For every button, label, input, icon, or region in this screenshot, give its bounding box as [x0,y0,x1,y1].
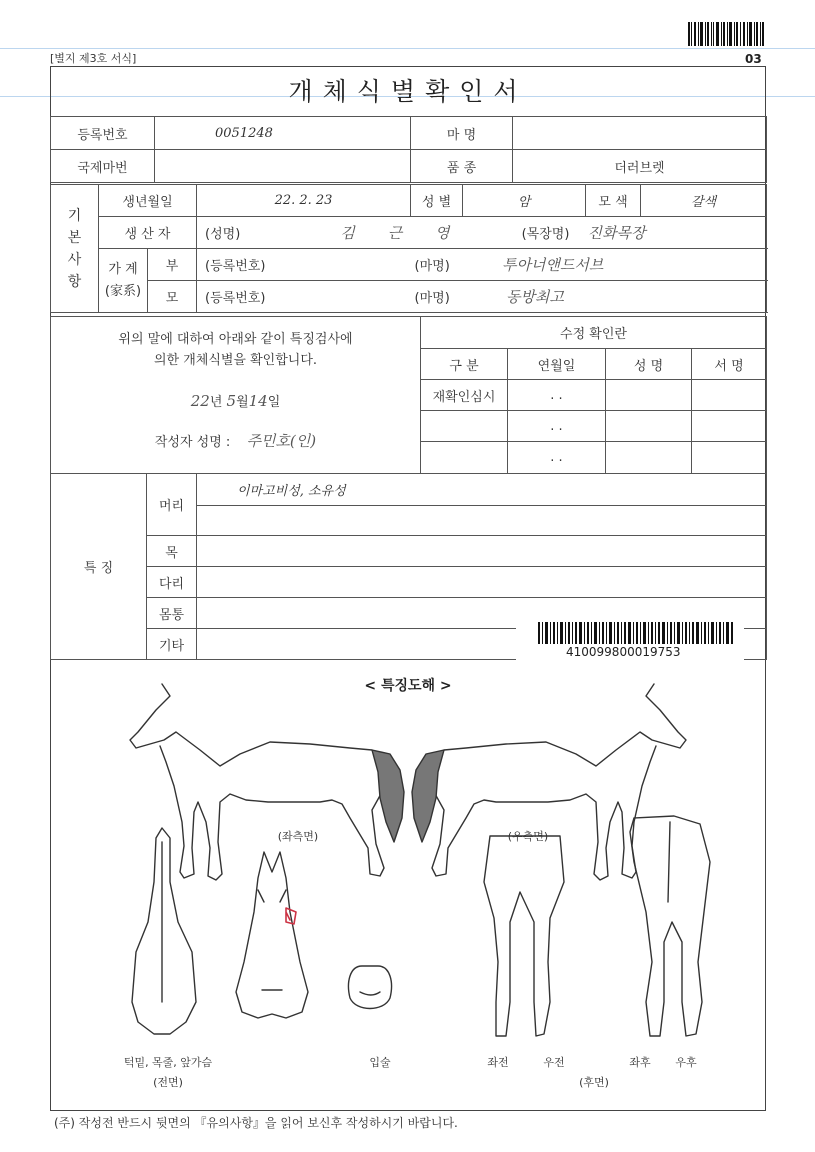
col-date: 연월일 [508,349,606,380]
legs-value [197,567,767,598]
features-label: 특 징 [51,474,147,660]
dam-row [197,281,767,313]
head-value-2 [197,506,767,536]
birth-value: 22. 2. 23 [197,185,411,217]
reg-no-value: 0051248 [155,117,411,150]
dam-name-value: 동방최고 [505,288,564,306]
intl-no-label: 국제마번 [51,150,155,183]
horse-lips [349,966,392,1009]
date-day: 14 [248,392,268,410]
lips-caption: 입술 [369,1056,391,1069]
sire-row [197,249,767,281]
col-type: 구 분 [421,349,508,380]
left-side-caption: (좌측면) [277,830,319,843]
left-fore-caption: 좌전 [487,1056,509,1069]
revision-empty-name [606,442,692,474]
horse-name-value [513,117,767,150]
footnote: (주) 작성전 반드시 뒷면의 『유의사항』을 읽어 보신후 작성하시기 바랍니다. [54,1116,458,1130]
revision-empty-type [421,411,508,442]
writer-line [51,431,420,453]
revision-empty-name [606,411,692,442]
col-name: 성 명 [606,349,692,380]
producer-name-value: 김 근 영 [340,224,464,242]
confirm-line-1: 위의 말에 대하여 아래와 같이 특징검사에 [118,332,353,347]
recheck-date: . . [508,380,606,411]
farm-name-paren: (목장명) [521,227,570,242]
intl-no-value [155,150,411,183]
date-year: 22 [190,392,210,410]
revision-date-2: . . [508,411,606,442]
barcode-number: 410099800019753 [566,645,681,659]
dam-name-paren: (마명) [414,291,450,306]
barcode-top [688,22,766,46]
recheck-sign [692,380,767,411]
body-label: 몸통 [147,598,197,629]
legs-label: 다리 [147,567,197,598]
horse-left-side [130,684,384,880]
sire-reg-paren: (등록번호) [205,259,266,274]
neck-value [197,536,767,567]
day-suffix: 일 [267,395,281,410]
dam-label: 모 [148,281,197,313]
confirmation-cell [51,317,421,474]
confirmation-table [50,316,767,474]
head-label: 머리 [147,474,197,536]
front-parts-caption: 턱밑, 목줄, 앞가슴 [123,1056,213,1069]
color-value: 갈색 [641,185,767,217]
confirm-date [51,391,420,413]
horse-front-neck [132,828,196,1034]
neck-label: 목 [147,536,197,567]
sex-value: 암 [463,185,586,217]
producer-label: 생 산 자 [99,217,197,249]
barcode-sticker-bars [538,622,734,644]
basic-section-label [51,185,99,313]
guide-line [0,48,815,49]
basic-info-table [50,184,767,313]
right-fore-caption: 우전 [543,1056,565,1069]
right-horse-tail [412,750,444,842]
recheck-label: 재확인심시 [421,380,508,411]
revision-empty-sign [692,442,767,474]
revision-date-3: . . [508,442,606,474]
recheck-name [606,380,692,411]
registration-table [50,116,767,183]
sex-label: 성 별 [411,185,463,217]
left-horse-tail [372,750,404,842]
form-id: [별지 제3호 서식] [50,52,137,65]
front-view-caption: (전면) [153,1076,183,1089]
horse-name-label: 마 명 [411,117,513,150]
breed-label: 품 종 [411,150,513,183]
pedigree-label [99,249,148,313]
producer-name-paren: (성명) [205,227,241,242]
left-hind-caption: 좌후 [629,1056,651,1069]
diagram-title: < 특징도해 > [364,678,452,694]
sire-name-value: 투아너앤드서브 [501,256,604,274]
birth-label: 생년월일 [99,185,197,217]
producer-row [197,217,767,249]
document-title: 개체식별확인서 [288,77,528,106]
horse-head-front [236,852,308,1018]
breed-value: 더러브렛 [513,150,767,183]
page-number: 03 [745,52,762,66]
year-suffix: 년 [209,395,223,410]
horse-diagram [50,662,766,1102]
rear-view-caption: (후면) [579,1076,609,1089]
basic-section-text: 기본사항 [67,207,82,290]
right-side-caption: (우측면) [507,830,549,843]
col-sign: 서 명 [692,349,767,380]
revision-empty-type [421,442,508,474]
pedigree-hanja: (家系) [104,283,142,299]
sire-label: 부 [148,249,197,281]
revision-empty-sign [692,411,767,442]
horse-front-legs [484,836,564,1036]
right-hind-caption: 우후 [675,1056,697,1069]
confirm-line-2: 의한 개체식별을 확인합니다. [153,353,318,368]
revision-header: 수정 확인란 [421,317,767,349]
pedigree-text: 가 계 [108,261,138,277]
month-suffix: 월 [236,395,249,410]
reg-no-label: 등록번호 [51,117,155,150]
head-value: 이마고비성, 소유성 [197,474,767,506]
farm-name-value: 진화목장 [587,224,646,242]
writer-label: 작성자 성명 : [154,435,231,450]
other-label: 기타 [147,629,197,660]
horse-right-side [432,684,686,880]
writer-name: 주민호(인) [246,432,317,450]
sire-name-paren: (마명) [414,259,450,274]
dam-reg-paren: (등록번호) [205,291,266,306]
color-label: 모 색 [586,185,641,217]
date-month: 5 [226,392,237,410]
